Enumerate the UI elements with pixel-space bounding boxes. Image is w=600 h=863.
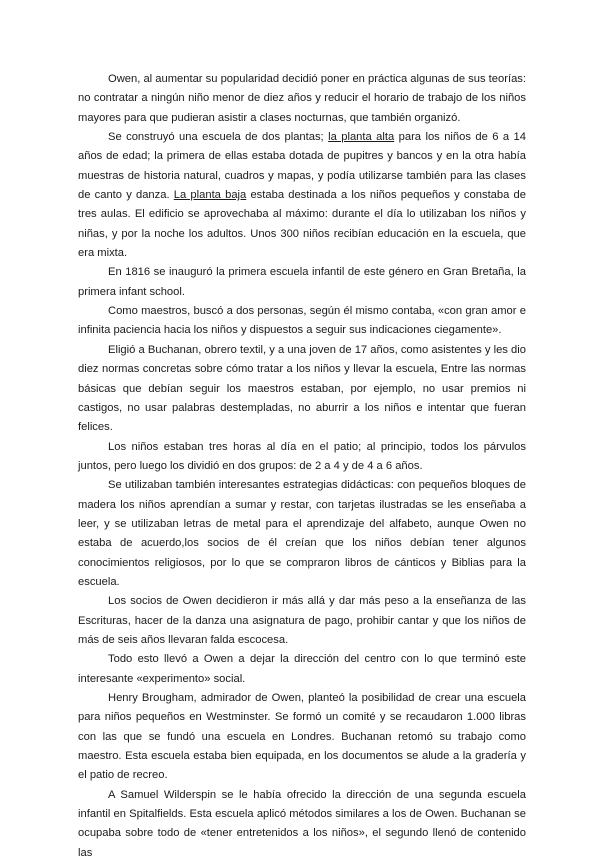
paragraph-owen-theories: Owen, al aumentar su popularidad decidió poner en práctica algunas de sus teorías: no contratar a ningún niño menor de diez años y reducir el horario de trabajo de los niños mayores para que pudieran asistir a clases nocturnas, que también organizó. — [78, 73, 526, 124]
paragraph-text: estaba destinada a los niños pequeños y constaba de tres aulas. El edificio se aprovechaba al máximo: durante el día lo utilizaban los niños y niñas, y por la noche los adultos. Unos 300 niños recibían educación en la escuela, que era mixta. — [78, 189, 526, 260]
paragraph-partners-decisions: Los socios de Owen decidieron ir más allá y dar más peso a la enseñanza de las Escrituras, hacer de la danza una asignatura de pago, prohibir cantar y que los niños de más de seis años llevaran falda escocesa. — [78, 595, 526, 646]
paragraph-school-building — [78, 128, 526, 263]
paragraph-text: para los niños de 6 a 14 años de edad; la primera de ellas estaba dotada de pupitres y bancos y en la otra había muestras de historia natural, cuadros y mapas, y podía utilizarse también para las clases de canto y danza. — [78, 131, 526, 202]
paragraph-owen-leaves: Todo esto llevó a Owen a dejar la dirección del centro con lo que terminó este interesante «experimento» social. — [78, 653, 526, 685]
paragraph-brougham: Henry Brougham, admirador de Owen, planteó la posibilidad de crear una escuela para niños pequeños en Westminster. Se formó un comité y se recaudaron 1.000 libras con las que se fundó una escuela en Londres. Buchanan retomó su trabajo como maestro. Esta escuela estaba bien equipada, en los documentos se alude a la gradería y el patio de recreo. — [78, 692, 526, 782]
document-page — [78, 70, 526, 863]
paragraph-wilderspin: A Samuel Wilderspin se le había ofrecido la dirección de una segunda escuela infantil en Spitalfields. Esta escuela aplicó métodos similares a los de Owen. Buchanan se ocupaba sobre todo de «tener entretenidos a los niños», el segundo llenó de contenido las — [78, 788, 526, 859]
underlined-upper-floor: la planta alta — [328, 131, 395, 144]
paragraph-playground: Los niños estaban tres horas al día en el patio; al principio, todos los párvulos juntos, pero luego los dividió en dos grupos: de 2 a 4 y de 4 a 6 años. — [78, 440, 526, 472]
paragraph-didactic-strategies: Se utilizaban también interesantes estrategias didácticas: con pequeños bloques de madera los niños aprendían a sumar y restar, con tarjetas ilustradas se les enseñaba a leer, y se utilizaban letras de metal para el aprendizaje del alfabeto, aunque Owen no estaba de acuerdo,los socios de él creían que los niños debían tener algunos conocimientos religiosos, por lo que se compraron libros de cánticos y Biblias para la escuela. — [78, 479, 526, 588]
paragraph-text: Se construyó una escuela de dos plantas; — [108, 131, 329, 144]
underlined-ground-floor: La planta baja — [173, 189, 247, 202]
paragraph-1816-school: En 1816 se inauguró la primera escuela infantil de este género en Gran Bretaña, la primera infant school. — [78, 266, 526, 298]
paragraph-teachers: Como maestros, buscó a dos personas, según él mismo contaba, «con gran amor e infinita paciencia hacia los niños y dispuestos a seguir sus indicaciones ciegamente». — [78, 305, 526, 337]
paragraph-buchanan-rules: Eligió a Buchanan, obrero textil, y a una joven de 17 años, como asistentes y les dio diez normas concretas sobre cómo tratar a los niños y llevar la escuela, Entre las normas básicas que debían seguir los maestros estaban, por ejemplo, no usar premios ni castigos, no usar palabras destempladas, no aburrir a los niños e intentar que fueran felices. — [78, 343, 526, 434]
